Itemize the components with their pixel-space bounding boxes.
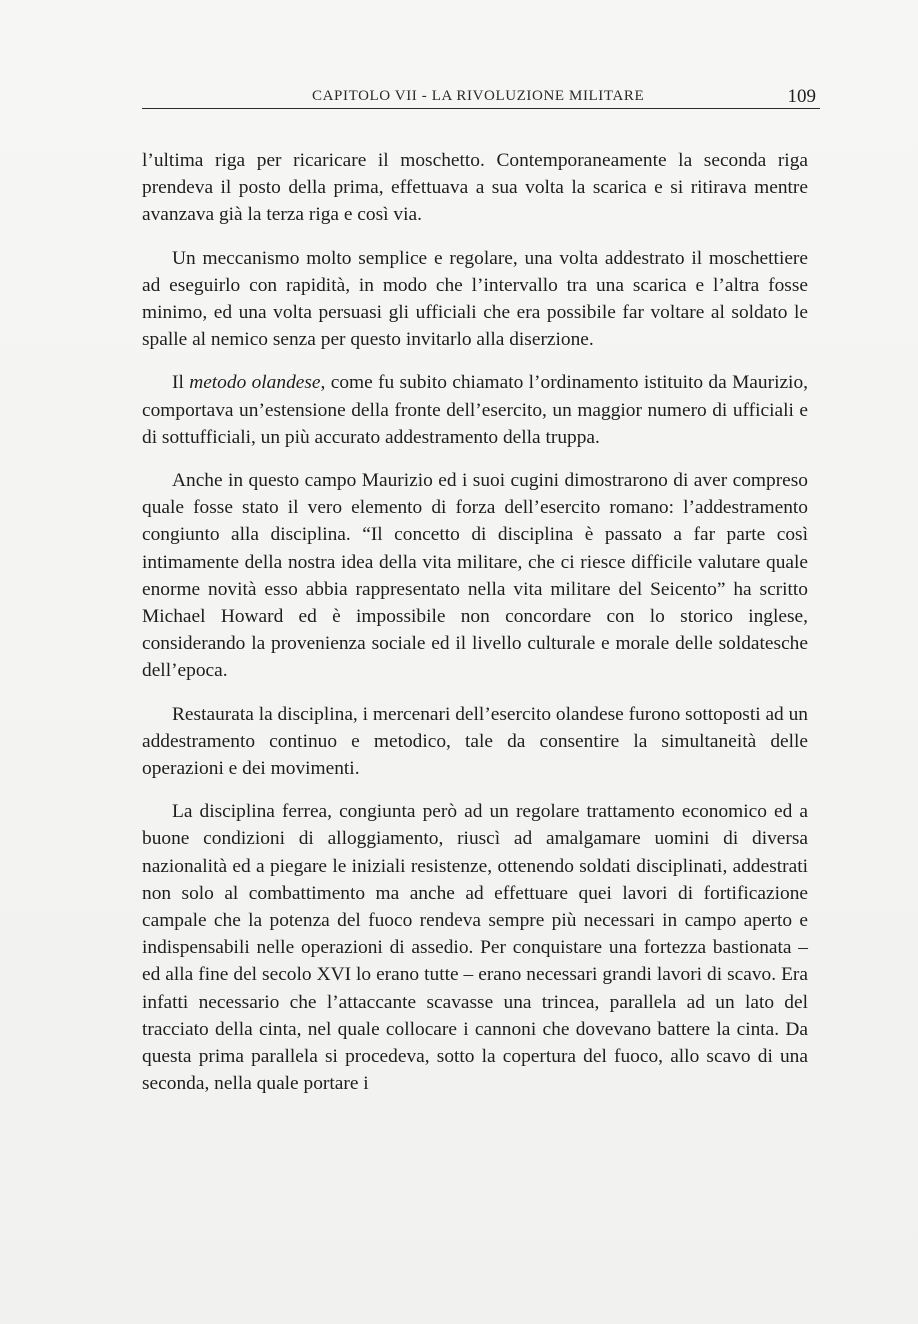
page-number: 109: [787, 86, 816, 107]
body-text: [142, 147, 808, 1114]
running-head: CAPITOLO VII - LA RIVOLUZIONE MILITARE: [312, 88, 645, 104]
paragraph-1: l’ultima riga per ricaricare il moschetto. Contemporaneamente la seconda riga prendeva il posto della prima, effettuava a sua volta la scarica e si ritirava mentre avanzava già la terza riga e così via.: [142, 150, 808, 226]
metodo-olandese-term: metodo olandese: [189, 372, 321, 394]
paragraph-4: Anche in questo campo Maurizio ed i suoi cugini dimostrarono di aver compreso quale fosse stato il vero elemento di forza dell’esercito romano: l’addestramento congiunto alla disciplina. “Il concetto di disciplina è passato a far parte così intimamente della nostra idea della vita militare, che ci riesce difficile valutare quale enorme novità esso abbia rappresentato nella vita militare del Seicento” ha scritto Michael Howard ed è impossibile non concordare con lo storico inglese, considerando la provenienza sociale ed il livello culturale e morale delle soldatesche dell’epoca.: [142, 470, 808, 682]
paragraph-6: La disciplina ferrea, congiunta però ad un regolare trattamento economico ed a buone condizioni di alloggiamento, riuscì ad amalgamare uomini di diversa nazionalità ed a piegare le iniziali resistenze, ottenendo soldati disciplinati, addestrati non solo al combattimento ma anche ad effettuare quei lavori di fortificazione campale che la potenza del fuoco rendeva sempre più necessari in campo aperto e indispensabili nelle operazioni di assedio. Per conquistare una fortezza bastionata – ed alla fine del secolo XVI lo erano tutte – erano necessari grandi lavori di scavo. Era infatti necessario che l’attaccante scavasse una trincea, parallela ad un lato del tracciato della cinta, nel quale collocare i cannoni che dovevano battere la cinta. Da questa prima parallela si procedeva, sotto la copertura del fuoco, allo scavo di una seconda, nella quale portare i: [142, 801, 808, 1095]
header-rule: [142, 108, 820, 109]
paragraph-3-intro: Il: [172, 372, 190, 394]
paragraph-2: Un meccanismo molto semplice e regolare, una volta addestrato il moschettiere ad eseguirlo con rapidità, in modo che l’intervallo tra una scarica e l’altra fosse minimo, ed una volta persuasi gli ufficiali che era possibile far voltare al soldato le spalle al nemico senza per questo invitarlo alla diserzione.: [142, 247, 808, 351]
paragraph-5: Restaurata la disciplina, i mercenari dell’esercito olandese furono sottoposti ad un addestramento continuo e metodico, tale da consentire la simultaneità delle operazioni e dei movimenti.: [142, 703, 808, 780]
paragraph-3-text: , come fu subito chiamato l’ordinamento istituito da Maurizio, comportava un’estensione della fronte dell’esercito, un maggior numero di ufficiali e di sottufficiali, un più accurato addestramento della truppa.: [142, 372, 808, 448]
paragraph-3: [142, 369, 808, 451]
page-header: [142, 84, 820, 110]
